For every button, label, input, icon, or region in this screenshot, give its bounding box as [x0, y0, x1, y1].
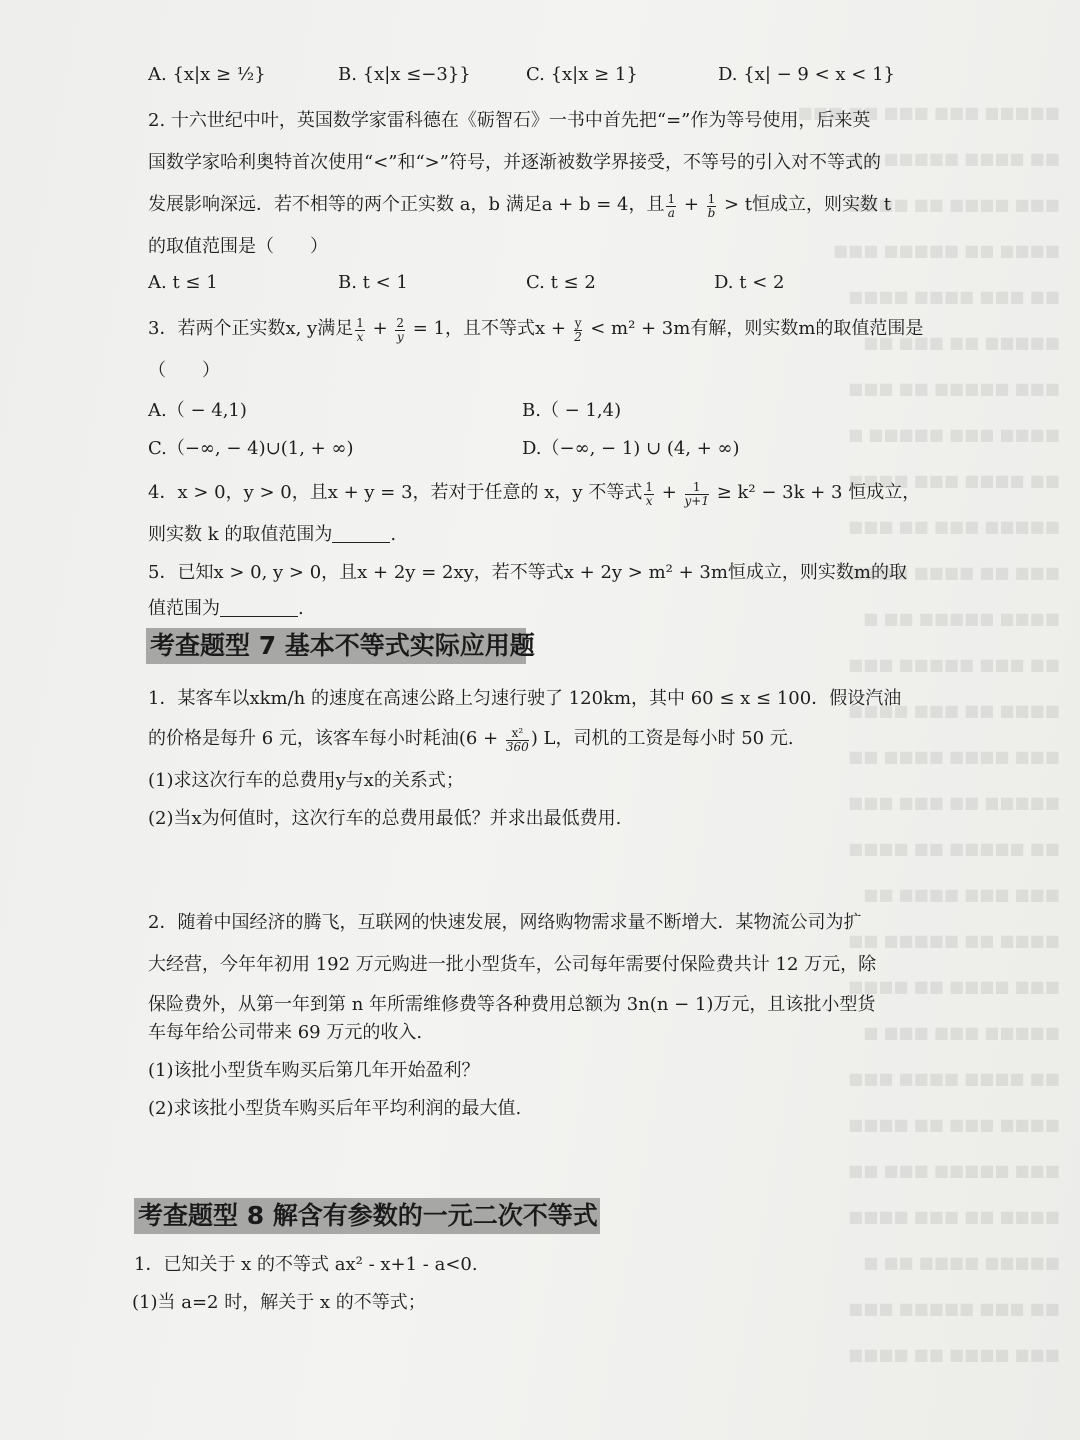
q3-options-row-2: [148, 434, 908, 464]
q4-text: 4．x > 0，y > 0，且x + y = 3，若对于任意的 x，y 不等式: [148, 482, 643, 503]
fraction-1-over-y-plus-1: $\frac{1}{y+1}$: [684, 479, 709, 508]
q3-text-mid: = 1，且不等式x +: [407, 318, 572, 339]
q5-line-2: [148, 594, 304, 620]
bleed-through-text: ■■■■■ ■■■ ■■■ ■■ ■■■ ■■ ■■■■ ■■■■■ ■■ ■■■ ■■■■ ■■ ■■■■ ■■■■ ■■ ■■■■■ ■■■ ■■ ■■■ ■■■■ ■■■■ ■■■■■ ■■ ■■■ ■■ ■■■ ■■■■■ ■■ ■■■ ■■■■ ■■■ ■■■■■ ■ ■■ ■■■■ ■■■ ■■■■ ■■■■■ ■■■ ■■ ■■■ ■■■ ■■ ■■■■ ■■■■ ■■■■ ■■■■■ ■■ ■ ■■ ■■■ ■■■■■ ■■■ ■■■■ ■■ ■■■ ■■■■ ■■■ ■■■■ ■■■■ ■■ ■■■■■ ■■ ■■■ ■■■ ■■ ■■■■■ ■■ ■■■■ ■■■ ■■■ ■■■■ ■■ ■■■■ ■■ ■■■■■ ■■ ■■■ ■■■■ ■■ ■■■■ ■■■■■ ■■■ ■■■ ■ ■■ ■■■■ ■■■■ ■■■ ■■■■ ■■■ ■■ ■■■■ ■■■ ■■■■■ ■■■ ■■ ■■■■ ■■ ■■■ ■■■■ ■■■■■ ■■■■ ■■ ■ ■■ ■■■ ■■■■■ ■■■ ■■■ ■■■■ ■■ ■■■■: [797, 103, 1060, 1364]
plus-sign: +: [678, 194, 705, 215]
fraction-x-squared-over-360: $\frac{\text{x²}}{360}$: [505, 725, 529, 754]
q1-options-row: [148, 64, 908, 94]
q5-line-1: 5．已知x > 0, y > 0，且x + 2y = 2xy，若不等式x + 2y > m² + 3m恒成立，则实数m的取: [148, 562, 907, 583]
fraction-1-over-b: $\frac{1}{b}$: [707, 191, 716, 220]
q4-text-end: ≥ k² − 3k + 3 恒成立，: [710, 482, 921, 503]
q2-line-3: [148, 190, 891, 220]
s7-q1-line-2: [148, 724, 794, 754]
option-d: D.（−∞, − 1) ∪ (4, + ∞): [522, 438, 740, 459]
fraction-1-over-x: $\frac{1}{x}$: [356, 315, 364, 344]
option-c: C.（−∞, − 4)∪(1, + ∞): [148, 438, 354, 459]
s7-q2-line-2: 大经营，今年年初用 192 万元购进一批小型货车，公司每年需要付保险费共计 12 万元，除: [148, 954, 877, 975]
s7-q2-sub-2: (2)求该批小型货车购买后年平均利润的最大值.: [148, 1098, 522, 1119]
option-c: C. {x|x ≥ 1}: [526, 64, 638, 85]
option-c: C. t ≤ 2: [526, 272, 596, 293]
s7-q1-line-2-end: ) L，司机的工资是每小时 50 元.: [530, 728, 794, 749]
s7-q2-line-4: 车每年给公司带来 69 万元的收入.: [148, 1022, 423, 1043]
q2-line-4: 的取值范围是（ ）: [148, 236, 328, 257]
option-b: B. {x|x ≤−3}}: [338, 64, 471, 85]
q4-line-1: [148, 478, 920, 508]
q3-options-row-1: [148, 396, 908, 426]
s7-q1-line-1: 1．某客车以xkm/h 的速度在高速公路上匀速行驶了 120km，其中 60 ≤ x ≤ 100．假设汽油: [148, 688, 902, 709]
q3-line-1: [148, 314, 923, 344]
s7-q2-line-1: 2．随着中国经济的腾飞，互联网的快速发展，网络购物需求量不断增大．某物流公司为扩: [148, 912, 862, 933]
option-d: D. {x| − 9 < x < 1}: [718, 64, 895, 85]
s7-q1-line-2-text: 的价格是每升 6 元，该客车每小时耗油(6 +: [148, 728, 504, 749]
section-7-heading: 考查题型 7 基本不等式实际应用题: [146, 628, 526, 664]
q2-line-3-text: 发展影响深远．若不相等的两个正实数 a，b 满足a + b = 4，且: [148, 194, 665, 215]
q2-line-2: 国数学家哈利奥特首次使用“<”和“>”符号，并逐渐被数学界接受，不等号的引入对不等式的: [148, 152, 881, 173]
s8-q1-sub-1: (1)当 a=2 时，解关于 x 的不等式；: [132, 1292, 426, 1313]
q3-answer-paren: （ ）: [148, 360, 220, 381]
q2-options-row: [148, 272, 908, 302]
option-a: A. t ≤ 1: [148, 272, 218, 293]
q3-text: 3．若两个正实数x, y满足: [148, 318, 354, 339]
q5-line-2-text: 值范围为: [148, 598, 220, 619]
q3-text-end: < m² + 3m有解，则实数m的取值范围是: [584, 318, 924, 339]
plus-sign: +: [366, 318, 394, 339]
period: .: [298, 598, 304, 619]
option-a: A. {x|x ≥ ½}: [148, 64, 266, 85]
option-a: A.（ − 4,1): [148, 400, 247, 421]
option-b: B. t < 1: [338, 272, 408, 293]
period: .: [390, 524, 397, 545]
option-d: D. t < 2: [714, 272, 785, 293]
q4-line-2-text: 则实数 k 的取值范围为: [148, 524, 333, 545]
fraction-1-over-x: $\frac{1}{x}$: [645, 479, 653, 508]
fraction-1-over-a: $\frac{1}{a}$: [667, 191, 676, 220]
answer-blank[interactable]: [332, 526, 390, 543]
s7-q2-sub-1: (1)该批小型货车购买后第几年开始盈利？: [148, 1060, 480, 1081]
s7-q2-line-3: 保险费外，从第一年到第 n 年所需维修费等各种费用总额为 3n(n − 1)万元，且该批小型货: [148, 994, 876, 1015]
fraction-y-over-2: $\frac{y}{2}$: [574, 315, 582, 344]
s7-q1-sub-1: (1)求这次行车的总费用y与x的关系式；: [148, 770, 464, 791]
q2-line-3-end: > t恒成立，则实数 t: [718, 194, 891, 215]
q4-line-2: [148, 520, 396, 546]
section-8-heading: 考查题型 8 解含有参数的一元二次不等式: [134, 1198, 600, 1234]
q2-line-1: 2. 十六世纪中叶，英国数学家雷科德在《砺智石》一书中首先把“=”作为等号使用，后来英: [148, 110, 871, 131]
fraction-2-over-y: $\frac{2}{y}$: [396, 315, 405, 344]
option-b: B.（ − 1,4): [522, 400, 622, 421]
s8-q1-line-1: 1．已知关于 x 的不等式 ax² - x+1 - a<0.: [134, 1254, 478, 1275]
answer-blank[interactable]: [220, 600, 298, 617]
s7-q1-sub-2: (2)当x为何值时，这次行车的总费用最低？并求出最低费用.: [148, 808, 622, 829]
plus-sign: +: [655, 482, 683, 503]
